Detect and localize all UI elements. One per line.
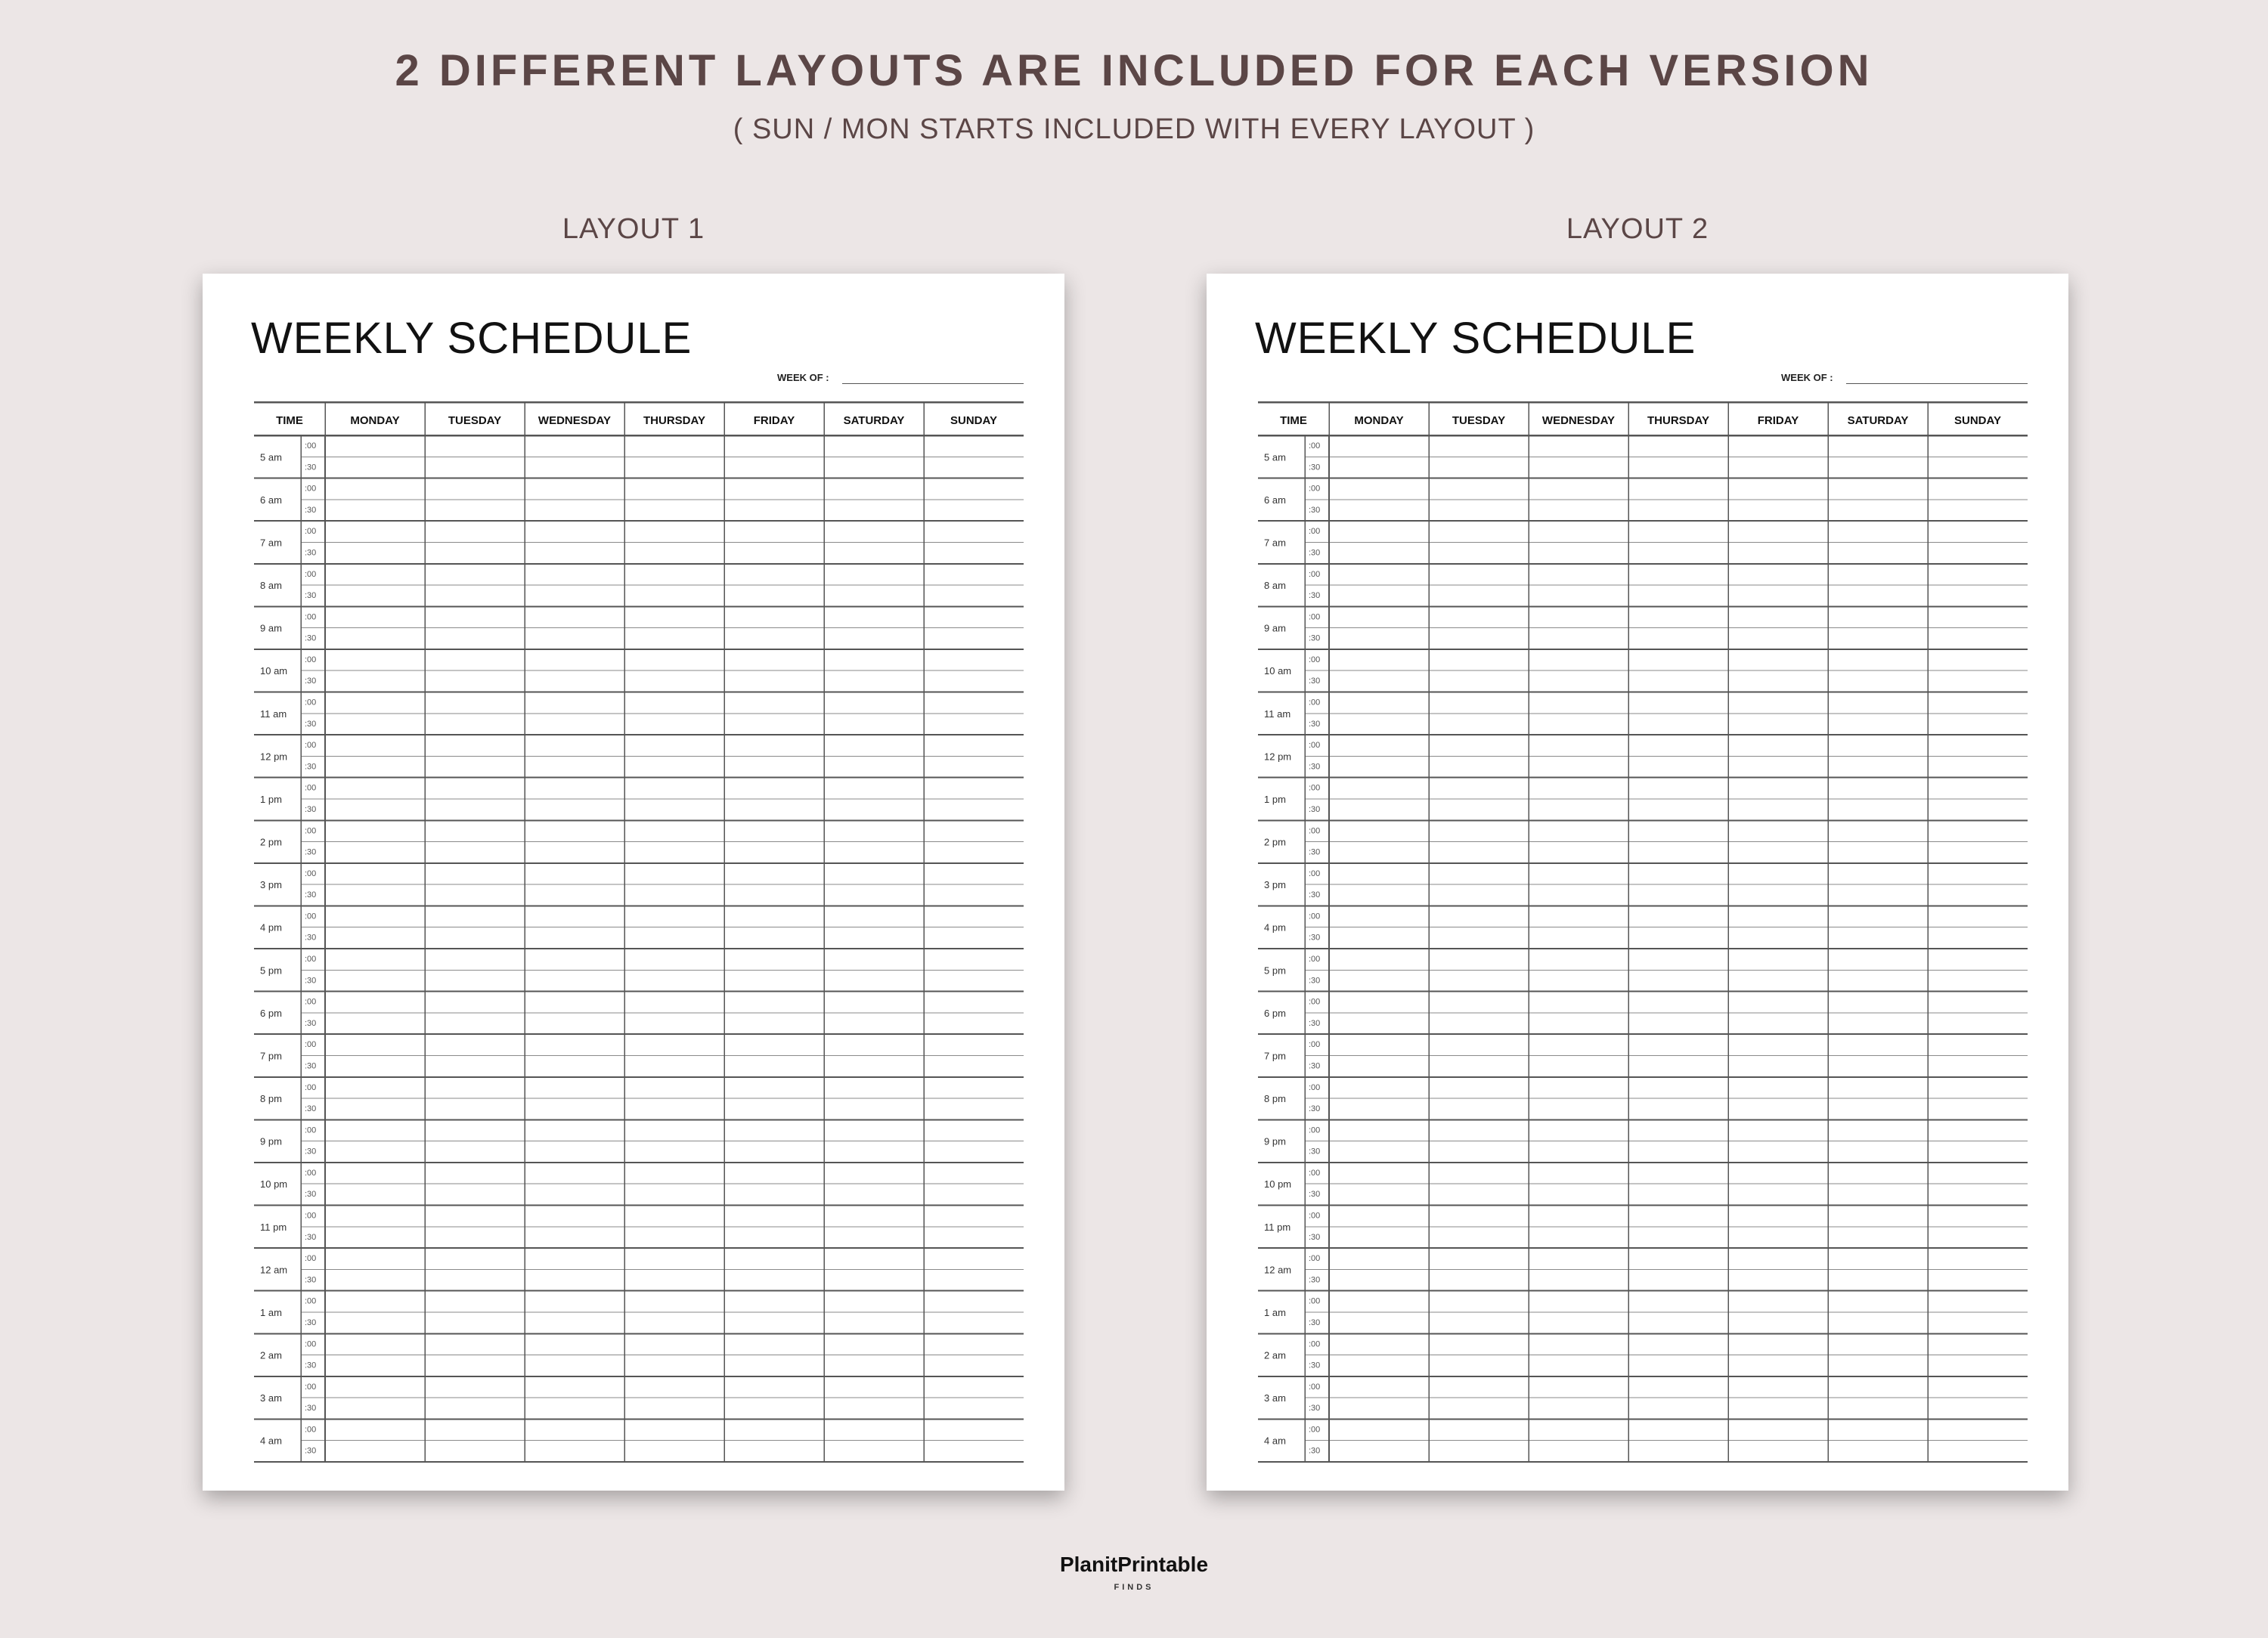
half-hour-label: :30 [305, 548, 317, 558]
half-hour-label: :00 [1309, 869, 1321, 878]
half-hour-label: :30 [305, 1404, 317, 1414]
hour-label: 1 pm [1264, 793, 1286, 805]
half-hour-label: :00 [1309, 1339, 1321, 1349]
promo-subheadline: ( SUN / MON STARTS INCLUDED WITH EVERY LAYOUT ) [733, 113, 1535, 145]
half-hour-label: :30 [305, 1061, 317, 1071]
half-hour-label: :00 [305, 1040, 317, 1050]
half-hour-label: :00 [305, 441, 317, 451]
layout-2-label: LAYOUT 2 [1566, 213, 1709, 245]
half-hour-label: :30 [1309, 1018, 1321, 1028]
half-hour-label: :00 [1309, 569, 1321, 579]
hour-label: 10 am [1264, 665, 1292, 677]
half-hour-label: :30 [1309, 976, 1321, 986]
hour-label: 5 pm [1264, 965, 1286, 977]
half-hour-label: :00 [305, 1211, 317, 1221]
day-header-saturday: SATURDAY [1847, 414, 1909, 427]
half-hour-label: :00 [305, 741, 317, 751]
half-hour-label: :30 [305, 1104, 317, 1114]
hour-label: 5 am [1264, 451, 1286, 463]
half-hour-label: :30 [305, 505, 317, 515]
hour-label: 8 pm [260, 1093, 282, 1105]
half-hour-label: :30 [1309, 933, 1321, 943]
half-hour-label: :00 [1309, 955, 1321, 964]
half-hour-label: :30 [305, 1018, 317, 1028]
half-hour-label: :00 [1309, 527, 1321, 537]
hour-label: 12 pm [260, 751, 288, 763]
half-hour-label: :00 [1309, 912, 1321, 921]
half-hour-label: :30 [1309, 1318, 1321, 1327]
half-hour-label: :30 [1309, 1275, 1321, 1285]
day-header-sunday: SUNDAY [1954, 414, 2001, 427]
half-hour-label: :30 [305, 677, 317, 686]
half-hour-label: :00 [1309, 484, 1321, 494]
half-hour-label: :30 [1309, 847, 1321, 857]
layout-1-page [203, 274, 1064, 1491]
hour-label: 11 pm [260, 1221, 287, 1233]
half-hour-label: :00 [305, 826, 317, 836]
time-column-header: TIME [276, 414, 303, 427]
half-hour-label: :00 [305, 1254, 317, 1264]
hour-label: 2 am [260, 1349, 282, 1361]
half-hour-label: :30 [305, 1275, 317, 1285]
half-hour-label: :00 [305, 484, 317, 494]
hour-label: 9 pm [260, 1135, 282, 1147]
half-hour-label: :00 [1309, 612, 1321, 622]
hour-label: 12 am [260, 1264, 288, 1276]
hour-label: 4 pm [260, 921, 282, 934]
half-hour-label: :30 [1309, 1061, 1321, 1071]
half-hour-label: :30 [1309, 463, 1321, 472]
half-hour-label: :30 [1309, 1104, 1321, 1114]
schedule-grid [1207, 274, 2068, 1491]
day-header-monday: MONDAY [350, 414, 400, 427]
half-hour-label: :30 [1309, 1404, 1321, 1414]
day-header-saturday: SATURDAY [843, 414, 905, 427]
half-hour-label: :30 [1309, 804, 1321, 814]
half-hour-label: :30 [305, 804, 317, 814]
hour-label: 3 pm [260, 879, 282, 891]
half-hour-label: :00 [305, 698, 317, 708]
day-header-monday: MONDAY [1354, 414, 1404, 427]
day-header-thursday: THURSDAY [643, 414, 705, 427]
half-hour-label: :00 [1309, 1254, 1321, 1264]
half-hour-label: :00 [305, 869, 317, 878]
half-hour-label: :30 [1309, 890, 1321, 900]
half-hour-label: :30 [305, 933, 317, 943]
half-hour-label: :30 [1309, 762, 1321, 772]
half-hour-label: :30 [305, 847, 317, 857]
time-column-header: TIME [1280, 414, 1307, 427]
hour-label: 7 am [1264, 537, 1286, 549]
hour-label: 11 am [1264, 708, 1291, 720]
half-hour-label: :00 [1309, 1082, 1321, 1092]
half-hour-label: :00 [1309, 783, 1321, 793]
schedule-grid [203, 274, 1064, 1491]
half-hour-label: :30 [1309, 505, 1321, 515]
hour-label: 6 am [260, 494, 282, 506]
half-hour-label: :30 [305, 1190, 317, 1200]
hour-label: 6 am [1264, 494, 1286, 506]
half-hour-label: :00 [305, 527, 317, 537]
half-hour-label: :00 [305, 1296, 317, 1306]
half-hour-label: :00 [1309, 655, 1321, 664]
hour-label: 7 am [260, 537, 282, 549]
hour-label: 4 am [260, 1435, 282, 1447]
half-hour-label: :00 [305, 1425, 317, 1435]
hour-label: 10 pm [1264, 1178, 1292, 1191]
half-hour-label: :30 [1309, 1446, 1321, 1456]
half-hour-label: :00 [305, 1168, 317, 1178]
half-hour-label: :30 [305, 1361, 317, 1370]
half-hour-label: :00 [305, 783, 317, 793]
half-hour-label: :00 [1309, 997, 1321, 1007]
week-of-label: WEEK OF : [777, 372, 829, 383]
hour-label: 3 am [1264, 1392, 1286, 1404]
half-hour-label: :00 [1309, 826, 1321, 836]
half-hour-label: :00 [1309, 1211, 1321, 1221]
hour-label: 4 am [1264, 1435, 1286, 1447]
half-hour-label: :30 [305, 1446, 317, 1456]
half-hour-label: :30 [1309, 591, 1321, 601]
hour-label: 2 pm [260, 836, 282, 848]
hour-label: 1 pm [260, 793, 282, 805]
hour-label: 6 pm [1264, 1007, 1286, 1019]
hour-label: 5 pm [260, 965, 282, 977]
week-of-label: WEEK OF : [1781, 372, 1833, 383]
half-hour-label: :30 [305, 1147, 317, 1157]
half-hour-label: :30 [305, 762, 317, 772]
hour-label: 1 am [1264, 1306, 1286, 1318]
half-hour-label: :00 [305, 1126, 317, 1135]
half-hour-label: :00 [305, 612, 317, 622]
day-header-wednesday: WEDNESDAY [538, 414, 612, 427]
half-hour-label: :00 [305, 655, 317, 664]
brand-logo-tagline: FINDS [1114, 1583, 1154, 1592]
hour-label: 10 am [260, 665, 288, 677]
half-hour-label: :00 [1309, 741, 1321, 751]
half-hour-label: :30 [1309, 1147, 1321, 1157]
half-hour-label: :30 [305, 633, 317, 643]
hour-label: 9 am [260, 622, 282, 634]
half-hour-label: :00 [305, 912, 317, 921]
half-hour-label: :30 [1309, 633, 1321, 643]
hour-label: 12 pm [1264, 751, 1292, 763]
hour-label: 3 am [260, 1392, 282, 1404]
half-hour-label: :00 [1309, 441, 1321, 451]
day-header-friday: FRIDAY [1757, 414, 1799, 427]
half-hour-label: :30 [305, 463, 317, 472]
hour-label: 3 pm [1264, 879, 1286, 891]
half-hour-label: :00 [305, 997, 317, 1007]
hour-label: 10 pm [260, 1178, 288, 1191]
half-hour-label: :00 [1309, 1425, 1321, 1435]
hour-label: 8 pm [1264, 1093, 1286, 1105]
half-hour-label: :30 [1309, 1190, 1321, 1200]
hour-label: 11 pm [1264, 1221, 1291, 1233]
hour-label: 9 am [1264, 622, 1286, 634]
half-hour-label: :30 [305, 976, 317, 986]
half-hour-label: :30 [305, 591, 317, 601]
half-hour-label: :00 [305, 1339, 317, 1349]
hour-label: 5 am [260, 451, 282, 463]
half-hour-label: :00 [305, 1382, 317, 1392]
half-hour-label: :00 [1309, 1382, 1321, 1392]
half-hour-label: :30 [305, 719, 317, 729]
hour-label: 7 pm [260, 1050, 282, 1062]
half-hour-label: :00 [305, 569, 317, 579]
day-header-friday: FRIDAY [753, 414, 795, 427]
half-hour-label: :00 [1309, 1126, 1321, 1135]
half-hour-label: :30 [1309, 677, 1321, 686]
brand-logo-name: PlanitPrintable [1059, 1553, 1209, 1576]
hour-label: 7 pm [1264, 1050, 1286, 1062]
page-title: WEEKLY SCHEDULE [251, 314, 692, 363]
hour-label: 9 pm [1264, 1135, 1286, 1147]
half-hour-label: :30 [1309, 719, 1321, 729]
hour-label: 11 am [260, 708, 287, 720]
hour-label: 8 am [260, 580, 282, 592]
day-header-tuesday: TUESDAY [448, 414, 502, 427]
hour-label: 4 pm [1264, 921, 1286, 934]
half-hour-label: :30 [1309, 1232, 1321, 1242]
hour-label: 2 pm [1264, 836, 1286, 848]
half-hour-label: :30 [305, 890, 317, 900]
half-hour-label: :30 [305, 1318, 317, 1327]
layout-1-label: LAYOUT 1 [562, 213, 705, 245]
hour-label: 6 pm [260, 1007, 282, 1019]
half-hour-label: :00 [305, 955, 317, 964]
day-header-wednesday: WEDNESDAY [1541, 414, 1616, 427]
hour-label: 2 am [1264, 1349, 1286, 1361]
page-title: WEEKLY SCHEDULE [1255, 314, 1696, 363]
half-hour-label: :30 [1309, 1361, 1321, 1370]
half-hour-label: :00 [1309, 1040, 1321, 1050]
day-header-thursday: THURSDAY [1647, 414, 1709, 427]
hour-label: 12 am [1264, 1264, 1292, 1276]
hour-label: 1 am [260, 1306, 282, 1318]
day-header-tuesday: TUESDAY [1452, 414, 1506, 427]
half-hour-label: :00 [305, 1082, 317, 1092]
layout-2-page [1207, 274, 2068, 1491]
half-hour-label: :00 [1309, 1296, 1321, 1306]
promo-headline: 2 DIFFERENT LAYOUTS ARE INCLUDED FOR EACH VERSION [395, 46, 1873, 95]
half-hour-label: :00 [1309, 1168, 1321, 1178]
half-hour-label: :00 [1309, 698, 1321, 708]
half-hour-label: :30 [1309, 548, 1321, 558]
half-hour-label: :30 [305, 1232, 317, 1242]
hour-label: 8 am [1264, 580, 1286, 592]
day-header-sunday: SUNDAY [950, 414, 997, 427]
